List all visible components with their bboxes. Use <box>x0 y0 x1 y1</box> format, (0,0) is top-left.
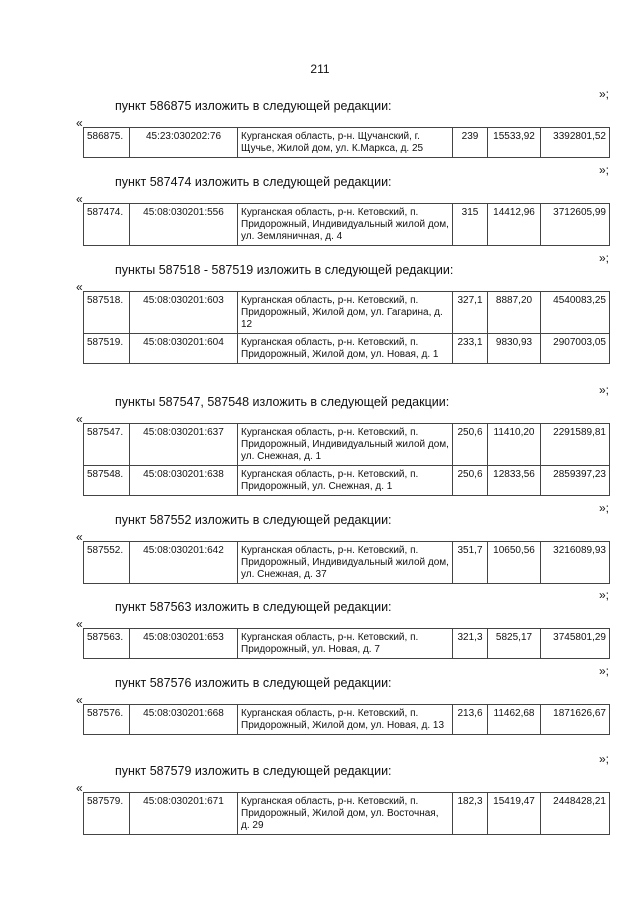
section-heading: пункты 587547, 587548 изложить в следующей редакции: <box>115 395 450 409</box>
address: Курганская область, р-н. Кетовский, п. Придорожный, Жилой дом, ул. Восточная, д. 29 <box>238 793 453 835</box>
cadastral-value: 2907003,05 <box>541 334 610 364</box>
address: Курганская область, р-н. Кетовский, п. Придорожный, ул. Новая, д. 7 <box>238 629 453 659</box>
unit-value: 5825,17 <box>488 629 541 659</box>
opening-quote: « <box>76 116 83 130</box>
unit-value: 10650,56 <box>488 542 541 584</box>
section-heading: пункт 587474 изложить в следующей редакции: <box>115 175 392 189</box>
section-heading: пункт 587563 изложить в следующей редакции: <box>115 600 392 614</box>
cadastral-number: 45:08:030201:638 <box>130 466 238 496</box>
unit-value: 11410,20 <box>488 424 541 466</box>
table-row <box>84 424 610 466</box>
address: Курганская область, р-н. Кетовский, п. Придорожный, Индивидуальный жилой дом, ул. Земляничная, д. 4 <box>238 204 453 246</box>
opening-quote: « <box>76 412 83 426</box>
address: Курганская область, р-н. Кетовский, п. Придорожный, Жилой дом, ул. Гагарина, д. 12 <box>238 292 453 334</box>
opening-quote: « <box>76 192 83 206</box>
cadastral-number: 45:08:030201:653 <box>130 629 238 659</box>
table-row <box>84 204 610 246</box>
closing-quote: »; <box>598 501 609 515</box>
record-table <box>83 704 610 735</box>
page-number: 211 <box>310 62 330 76</box>
area: 182,3 <box>453 793 488 835</box>
record-table <box>83 127 610 158</box>
cadastral-value: 4540083,25 <box>541 292 610 334</box>
opening-quote: « <box>76 781 83 795</box>
address: Курганская область, р-н. Кетовский, п. Придорожный, Жилой дом, ул. Новая, д. 13 <box>238 705 453 735</box>
closing-quote: »; <box>598 163 609 177</box>
cadastral-number: 45:23:030202:76 <box>130 128 238 158</box>
cadastral-value: 2859397,23 <box>541 466 610 496</box>
address: Курганская область, р-н. Кетовский, п. Придорожный, Индивидуальный жилой дом, ул. Снежная, д. 37 <box>238 542 453 584</box>
item-number: 587563. <box>84 629 130 659</box>
address: Курганская область, р-н. Кетовский, п. Придорожный, Индивидуальный жилой дом, ул. Снежная, д. 1 <box>238 424 453 466</box>
record-table <box>83 628 610 659</box>
item-number: 587547. <box>84 424 130 466</box>
closing-quote: »; <box>598 251 609 265</box>
opening-quote: « <box>76 693 83 707</box>
address: Курганская область, р-н. Кетовский, п. Придорожный, ул. Снежная, д. 1 <box>238 466 453 496</box>
cadastral-value: 3392801,52 <box>541 128 610 158</box>
table-row <box>84 793 610 835</box>
item-number: 587576. <box>84 705 130 735</box>
cadastral-value: 2291589,81 <box>541 424 610 466</box>
area: 213,6 <box>453 705 488 735</box>
unit-value: 15419,47 <box>488 793 541 835</box>
section-heading: пункт 587552 изложить в следующей редакции: <box>115 513 392 527</box>
record-table <box>83 291 610 364</box>
unit-value: 11462,68 <box>488 705 541 735</box>
closing-quote: »; <box>598 664 609 678</box>
closing-quote: »; <box>598 752 609 766</box>
cadastral-value: 2448428,21 <box>541 793 610 835</box>
section-heading: пункты 587518 - 587519 изложить в следующей редакции: <box>115 263 454 277</box>
cadastral-value: 1871626,67 <box>541 705 610 735</box>
table-row <box>84 629 610 659</box>
cadastral-number: 45:08:030201:637 <box>130 424 238 466</box>
item-number: 587474. <box>84 204 130 246</box>
table-row <box>84 128 610 158</box>
opening-quote: « <box>76 530 83 544</box>
area: 327,1 <box>453 292 488 334</box>
table-row <box>84 542 610 584</box>
unit-value: 9830,93 <box>488 334 541 364</box>
cadastral-value: 3712605,99 <box>541 204 610 246</box>
cadastral-value: 3216089,93 <box>541 542 610 584</box>
cadastral-number: 45:08:030201:671 <box>130 793 238 835</box>
item-number: 587518. <box>84 292 130 334</box>
area: 239 <box>453 128 488 158</box>
cadastral-number: 45:08:030201:668 <box>130 705 238 735</box>
table-row <box>84 466 610 496</box>
area: 250,6 <box>453 466 488 496</box>
closing-quote: »; <box>598 588 609 602</box>
area: 321,3 <box>453 629 488 659</box>
cadastral-number: 45:08:030201:556 <box>130 204 238 246</box>
table-row <box>84 292 610 334</box>
record-table <box>83 792 610 835</box>
unit-value: 12833,56 <box>488 466 541 496</box>
table-row <box>84 705 610 735</box>
item-number: 587552. <box>84 542 130 584</box>
cadastral-value: 3745801,29 <box>541 629 610 659</box>
unit-value: 14412,96 <box>488 204 541 246</box>
section-heading: пункт 587579 изложить в следующей редакции: <box>115 764 392 778</box>
record-table <box>83 541 610 584</box>
area: 233,1 <box>453 334 488 364</box>
item-number: 587519. <box>84 334 130 364</box>
cadastral-number: 45:08:030201:642 <box>130 542 238 584</box>
cadastral-number: 45:08:030201:603 <box>130 292 238 334</box>
item-number: 587579. <box>84 793 130 835</box>
section-heading: пункт 587576 изложить в следующей редакции: <box>115 676 392 690</box>
opening-quote: « <box>76 280 83 294</box>
table-row <box>84 334 610 364</box>
area: 351,7 <box>453 542 488 584</box>
address: Курганская область, р-н. Щучанский, г. Щучье, Жилой дом, ул. К.Маркса, д. 25 <box>238 128 453 158</box>
opening-quote: « <box>76 617 83 631</box>
cadastral-number: 45:08:030201:604 <box>130 334 238 364</box>
item-number: 587548. <box>84 466 130 496</box>
record-table <box>83 423 610 496</box>
closing-quote: »; <box>598 383 609 397</box>
unit-value: 15533,92 <box>488 128 541 158</box>
address: Курганская область, р-н. Кетовский, п. Придорожный, Жилой дом, ул. Новая, д. 1 <box>238 334 453 364</box>
area: 250,6 <box>453 424 488 466</box>
item-number: 586875. <box>84 128 130 158</box>
section-heading: пункт 586875 изложить в следующей редакции: <box>115 99 392 113</box>
unit-value: 8887,20 <box>488 292 541 334</box>
closing-quote: »; <box>598 87 609 101</box>
area: 315 <box>453 204 488 246</box>
record-table <box>83 203 610 246</box>
